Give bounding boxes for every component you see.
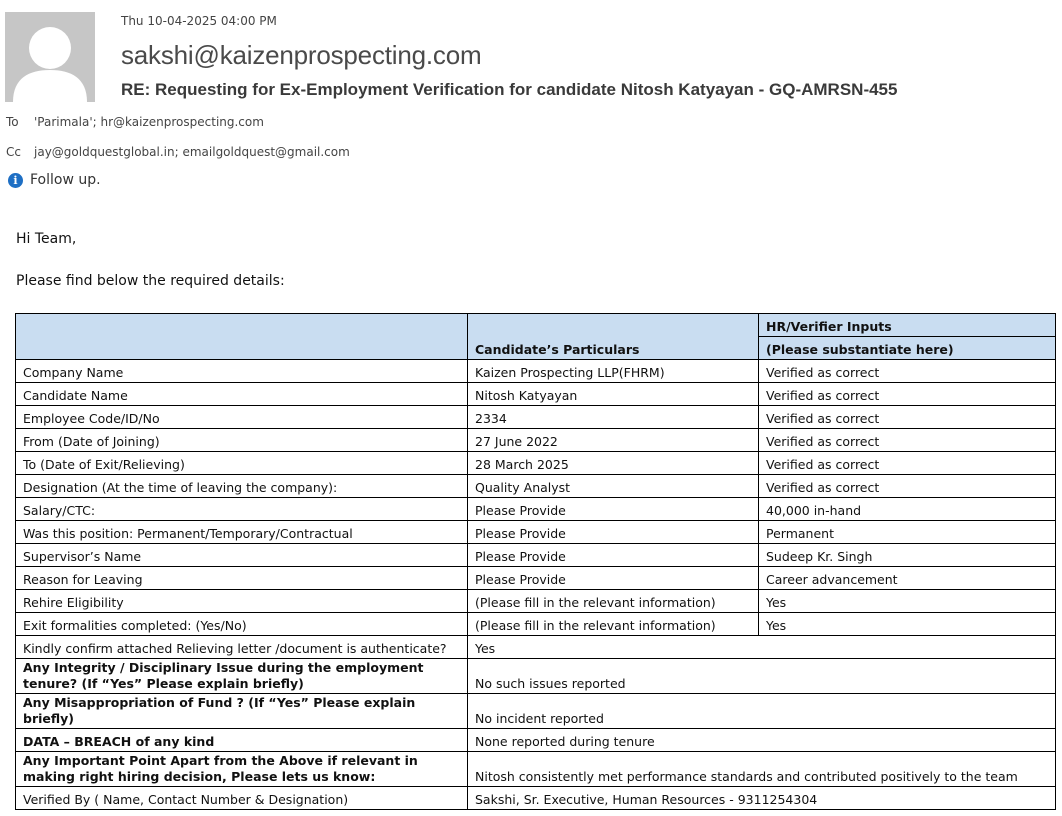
table-row xyxy=(16,752,1056,787)
cell-label: Company Name xyxy=(16,360,468,383)
cell-verifier: Verified as correct xyxy=(759,360,1056,383)
cell-verifier: Verified as correct xyxy=(759,429,1056,452)
cell-label: Designation (At the time of leaving the company): xyxy=(16,475,468,498)
table-row xyxy=(16,544,1056,567)
table-row xyxy=(16,636,1056,659)
cell-label: Employee Code/ID/No xyxy=(16,406,468,429)
cell-label: From (Date of Joining) xyxy=(16,429,468,452)
cell-label: Exit formalities completed: (Yes/No) xyxy=(16,613,468,636)
cell-verifier: Verified as correct xyxy=(759,383,1056,406)
header-candidate: Candidate’s Particulars xyxy=(468,314,759,360)
cell-candidate: Please Provide xyxy=(468,498,759,521)
cell-candidate: Kaizen Prospecting LLP(FHRM) xyxy=(468,360,759,383)
table-row xyxy=(16,498,1056,521)
follow-up-flag[interactable] xyxy=(8,172,101,188)
cell-verifier: Permanent xyxy=(759,521,1056,544)
table-row xyxy=(16,452,1056,475)
cell-label: Any Misappropriation of Fund ? (If “Yes” Please explain briefly) xyxy=(16,694,468,729)
table-row xyxy=(16,787,1056,810)
cell-label: Any Important Point Apart from the Above if relevant in making right hiring decision, Please lets us know: xyxy=(16,752,468,787)
cell-label: Verified By ( Name, Contact Number & Designation) xyxy=(16,787,468,810)
to-label: To xyxy=(6,115,19,129)
cell-label: Candidate Name xyxy=(16,383,468,406)
cell-label: Any Integrity / Disciplinary Issue during the employment tenure? (If “Yes” Please explain briefly) xyxy=(16,659,468,694)
cell-verifier: Yes xyxy=(759,590,1056,613)
sender-avatar[interactable] xyxy=(5,12,95,102)
cell-candidate: Please Provide xyxy=(468,567,759,590)
cell-label: DATA – BREACH of any kind xyxy=(16,729,468,752)
header-empty-cell xyxy=(16,314,468,360)
cell-verifier: 40,000 in-hand xyxy=(759,498,1056,521)
cell-verifier: Sudeep Kr. Singh xyxy=(759,544,1056,567)
header-verifier-line2: (Please substantiate here) xyxy=(759,337,1056,360)
table-row xyxy=(16,383,1056,406)
email-subject: RE: Requesting for Ex-Employment Verification for candidate Nitosh Katyayan - GQ-AMRSN-455 xyxy=(121,80,898,99)
table-row xyxy=(16,659,1056,694)
verification-table xyxy=(15,313,1056,810)
table-row xyxy=(16,694,1056,729)
cell-verifier: Verified as correct xyxy=(759,406,1056,429)
info-icon: i xyxy=(8,173,23,188)
cell-label: Supervisor’s Name xyxy=(16,544,468,567)
cell-value: Nitosh consistently met performance standards and contributed positively to the team xyxy=(468,752,1056,787)
header-verifier-line1: HR/Verifier Inputs xyxy=(759,314,1056,337)
cell-verifier: Verified as correct xyxy=(759,452,1056,475)
table-row xyxy=(16,729,1056,752)
table-row xyxy=(16,590,1056,613)
cell-verifier: Yes xyxy=(759,613,1056,636)
table-row xyxy=(16,360,1056,383)
cc-label: Cc xyxy=(6,145,21,159)
email-date: Thu 10-04-2025 04:00 PM xyxy=(121,14,277,28)
cell-label: To (Date of Exit/Relieving) xyxy=(16,452,468,475)
cell-label: Rehire Eligibility xyxy=(16,590,468,613)
cc-recipients[interactable]: jay@goldquestglobal.in; emailgoldquest@gmail.com xyxy=(34,145,350,159)
table-row xyxy=(16,406,1056,429)
table-row xyxy=(16,475,1056,498)
cell-verifier: Career advancement xyxy=(759,567,1056,590)
cell-candidate: Please Provide xyxy=(468,544,759,567)
table-merged-rows xyxy=(16,636,1056,810)
table-row xyxy=(16,521,1056,544)
cell-value: None reported during tenure xyxy=(468,729,1056,752)
cell-candidate: 2334 xyxy=(468,406,759,429)
cell-value: No incident reported xyxy=(468,694,1056,729)
table-row xyxy=(16,429,1056,452)
table-header-row-1 xyxy=(16,314,1056,337)
cell-value: Yes xyxy=(468,636,1056,659)
cell-label: Reason for Leaving xyxy=(16,567,468,590)
cell-candidate: (Please fill in the relevant information) xyxy=(468,590,759,613)
cell-candidate: Quality Analyst xyxy=(468,475,759,498)
cell-verifier: Verified as correct xyxy=(759,475,1056,498)
follow-up-text: Follow up. xyxy=(30,172,101,188)
cell-candidate: 28 March 2025 xyxy=(468,452,759,475)
sender-address[interactable]: sakshi@kaizenprospecting.com xyxy=(121,40,482,70)
cell-label: Kindly confirm attached Relieving letter /document is authenticate? xyxy=(16,636,468,659)
cell-candidate: Please Provide xyxy=(468,521,759,544)
cell-value: Sakshi, Sr. Executive, Human Resources - 9311254304 xyxy=(468,787,1056,810)
greeting: Hi Team, xyxy=(16,231,77,247)
cell-label: Salary/CTC: xyxy=(16,498,468,521)
cell-candidate: Nitosh Katyayan xyxy=(468,383,759,406)
table-row xyxy=(16,567,1056,590)
cell-label: Was this position: Permanent/Temporary/Contractual xyxy=(16,521,468,544)
table-row xyxy=(16,613,1056,636)
intro-text: Please find below the required details: xyxy=(16,273,285,289)
cell-value: No such issues reported xyxy=(468,659,1056,694)
cell-candidate: (Please fill in the relevant information) xyxy=(468,613,759,636)
table-rows xyxy=(16,360,1056,636)
to-recipients[interactable]: 'Parimala'; hr@kaizenprospecting.com xyxy=(34,115,264,129)
cell-candidate: 27 June 2022 xyxy=(468,429,759,452)
person-silhouette-icon xyxy=(5,12,95,102)
